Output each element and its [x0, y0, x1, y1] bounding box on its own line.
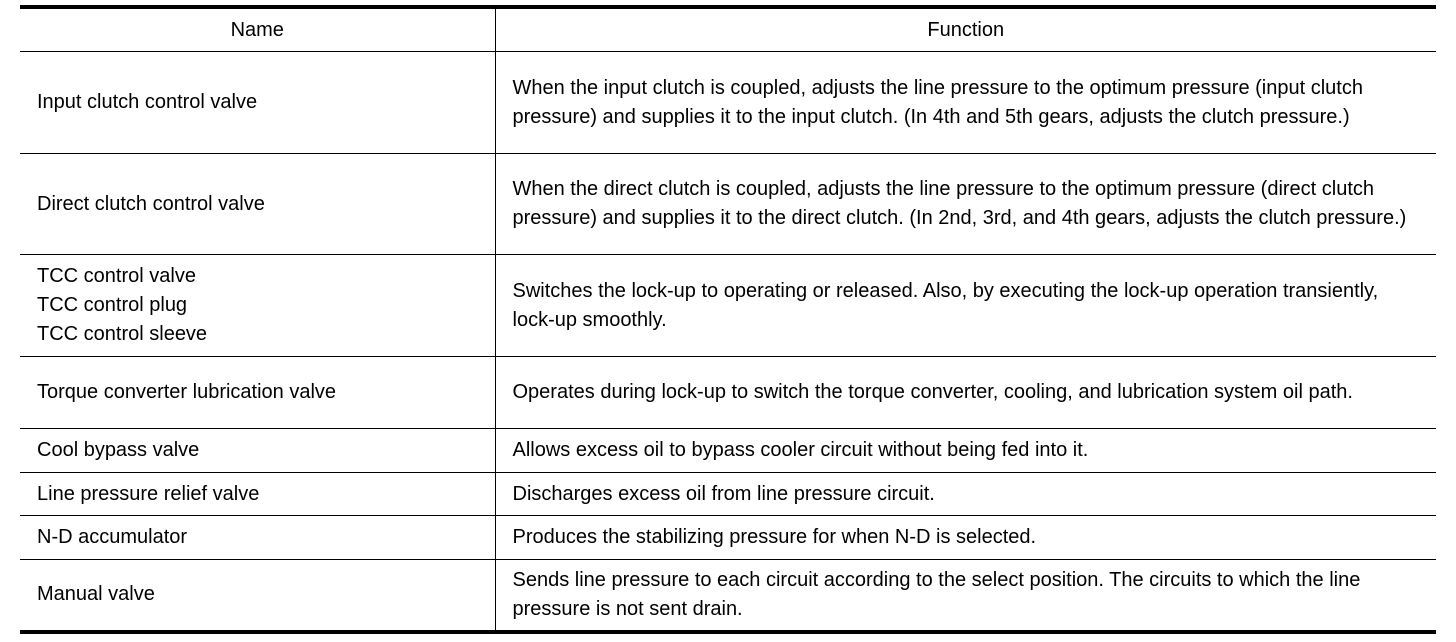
- valve-name: Cool bypass valve: [37, 439, 200, 461]
- valve-name: TCC control sleeve: [37, 323, 208, 345]
- valve-function-cell: When the input clutch is coupled, adjusts the line pressure to the optimum pressure (input clutch pressure) and supplies it to the input clutch. (In 4th and 5th gears, adjusts the clutch pressure.): [495, 52, 1436, 154]
- valve-name: TCC control plug: [37, 294, 188, 316]
- table-row: [20, 154, 1436, 255]
- valve-name: Input clutch control valve: [37, 91, 258, 113]
- valve-name: Direct clutch control valve: [37, 192, 265, 215]
- table-row: [20, 357, 1436, 429]
- table-row: [20, 473, 1436, 516]
- column-header-function: Function: [495, 7, 1436, 52]
- valve-name: TCC control valve: [37, 265, 196, 287]
- valve-name-cell: [20, 52, 495, 154]
- valve-name-cell: [20, 357, 495, 429]
- valve-name: N-D accumulator: [37, 526, 188, 548]
- valve-function-cell: Produces the stabilizing pressure for when N-D is selected.: [495, 516, 1436, 560]
- valve-function-cell: Allows excess oil to bypass cooler circuit without being fed into it.: [495, 429, 1436, 473]
- table-row: [20, 516, 1436, 560]
- table-row: [20, 255, 1436, 357]
- valve-name-cell: [20, 473, 495, 516]
- table-row: [20, 429, 1436, 473]
- valve-name: Manual valve: [37, 583, 155, 606]
- valve-name: Line pressure relief valve: [37, 482, 260, 505]
- valve-name-cell: [20, 516, 495, 560]
- valve-function-cell: Discharges excess oil from line pressure circuit.: [495, 473, 1436, 516]
- valve-name-cell: [20, 429, 495, 473]
- table-row: [20, 560, 1436, 632]
- valve-function-cell: Sends line pressure to each circuit according to the select position. The circuits to which the line pressure is not sent drain.: [495, 560, 1436, 632]
- valve-function-cell: When the direct clutch is coupled, adjusts the line pressure to the optimum pressure (direct clutch pressure) and supplies it to the direct clutch. (In 2nd, 3rd, and 4th gears, adjusts the clutch pressure.): [495, 154, 1436, 255]
- valve-name: Torque converter lubrication valve: [37, 381, 337, 403]
- valve-function-cell: Switches the lock-up to operating or released. Also, by executing the lock-up operation transiently, lock-up smoothly.: [495, 255, 1436, 357]
- valve-function-cell: Operates during lock-up to switch the torque converter, cooling, and lubrication system oil path.: [495, 357, 1436, 429]
- valve-name-cell: [20, 255, 495, 357]
- column-header-name: Name: [20, 7, 495, 52]
- valve-name-cell: [20, 154, 495, 255]
- table-row: [20, 52, 1436, 154]
- header-row: [20, 7, 1436, 52]
- valve-function-table: [20, 5, 1436, 634]
- valve-name-cell: [20, 560, 495, 632]
